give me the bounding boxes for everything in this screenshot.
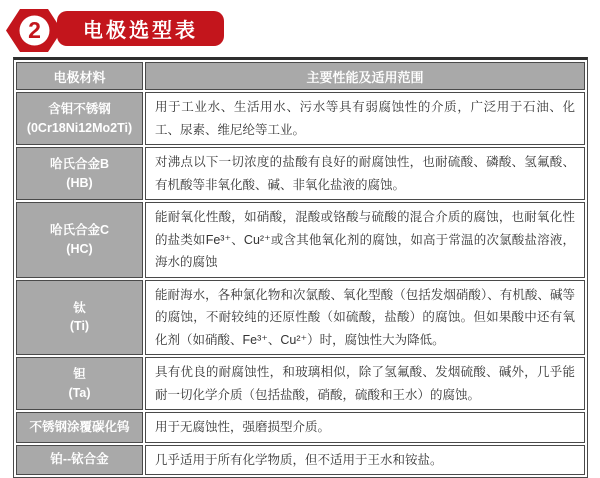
description-cell: 能耐氧化性酸，如硝酸，混酸或铬酸与硫酸的混合介质的腐蚀，也耐氧化性的盐类如Fe³⁺、Cu²⁺或含其他氧化剂的腐蚀，如高于常温的次氯酸盐溶液，海水的腐蚀	[145, 202, 585, 278]
description-cell: 几乎适用于所有化学物质，但不适用于王水和铵盐。	[145, 445, 585, 476]
material-sub: (0Cr18Ni12Mo2Ti)	[26, 120, 133, 135]
material-sub: (HB)	[66, 175, 93, 190]
description-cell: 用于无腐蚀性，强磨损型介质。	[145, 412, 585, 443]
description-cell: 对沸点以下一切浓度的盐酸有良好的耐腐蚀性，也耐硫酸、磷酸、氢氟酸、有机酸等非氧化酸、碱、非氧化盐液的腐蚀。	[145, 147, 585, 200]
number-badge	[5, 7, 63, 54]
material-cell	[16, 147, 143, 200]
table-header-row	[16, 62, 585, 90]
material-cell	[16, 412, 143, 443]
material-name: 不锈钢涂覆碳化钨	[29, 419, 130, 434]
electrode-selection-table	[13, 57, 588, 478]
material-name: 钛	[73, 300, 86, 315]
electrode-table-container	[13, 57, 588, 478]
description-cell: 能耐海水，各种氯化物和次氯酸、氧化型酸（包括发烟硝酸）、有机酸、碱等的腐蚀，不耐较纯的还原性酸（如硫酸，盐酸）的腐蚀。但如果酸中还有氧化剂（如硝酸、Fe³⁺、Cu²⁺）时，腐蚀性大为降低。	[145, 280, 585, 356]
description-cell: 具有优良的耐腐蚀性，和玻璃相似，除了氢氟酸、发烟硫酸、碱外，几乎能耐一切化学介质（包括盐酸，硝酸，硫酸和王水）的腐蚀。	[145, 357, 585, 410]
material-cell	[16, 357, 143, 410]
header-material: 电极材料	[16, 62, 143, 90]
table-row	[16, 445, 585, 476]
material-cell	[16, 92, 143, 145]
material-name: 哈氏合金B	[49, 156, 110, 171]
table-row	[16, 202, 585, 278]
table-row	[16, 357, 585, 410]
header-performance: 主要性能及适用范围	[145, 62, 585, 90]
title-banner	[57, 11, 224, 46]
table-row	[16, 147, 585, 200]
table-row	[16, 92, 585, 145]
material-cell	[16, 445, 143, 476]
material-name: 铂--铱合金	[50, 452, 109, 467]
page-header	[0, 0, 600, 57]
material-cell	[16, 202, 143, 278]
material-name: 钽	[73, 366, 86, 381]
material-cell	[16, 280, 143, 356]
material-sub: (Ta)	[68, 385, 91, 400]
material-sub: (Ti)	[69, 319, 90, 334]
page-title: 电极选型表	[83, 20, 198, 42]
material-name: 含钼不锈钢	[48, 101, 111, 116]
description-cell: 用于工业水、生活用水、污水等具有弱腐蚀性的介质，广泛用于石油、化工、尿素、维尼纶等工业。	[145, 92, 585, 145]
material-name: 哈氏合金C	[49, 223, 110, 237]
material-sub: (HC)	[66, 241, 93, 256]
badge-number: 2	[28, 17, 41, 43]
table-row	[16, 412, 585, 443]
table-row	[16, 280, 585, 356]
